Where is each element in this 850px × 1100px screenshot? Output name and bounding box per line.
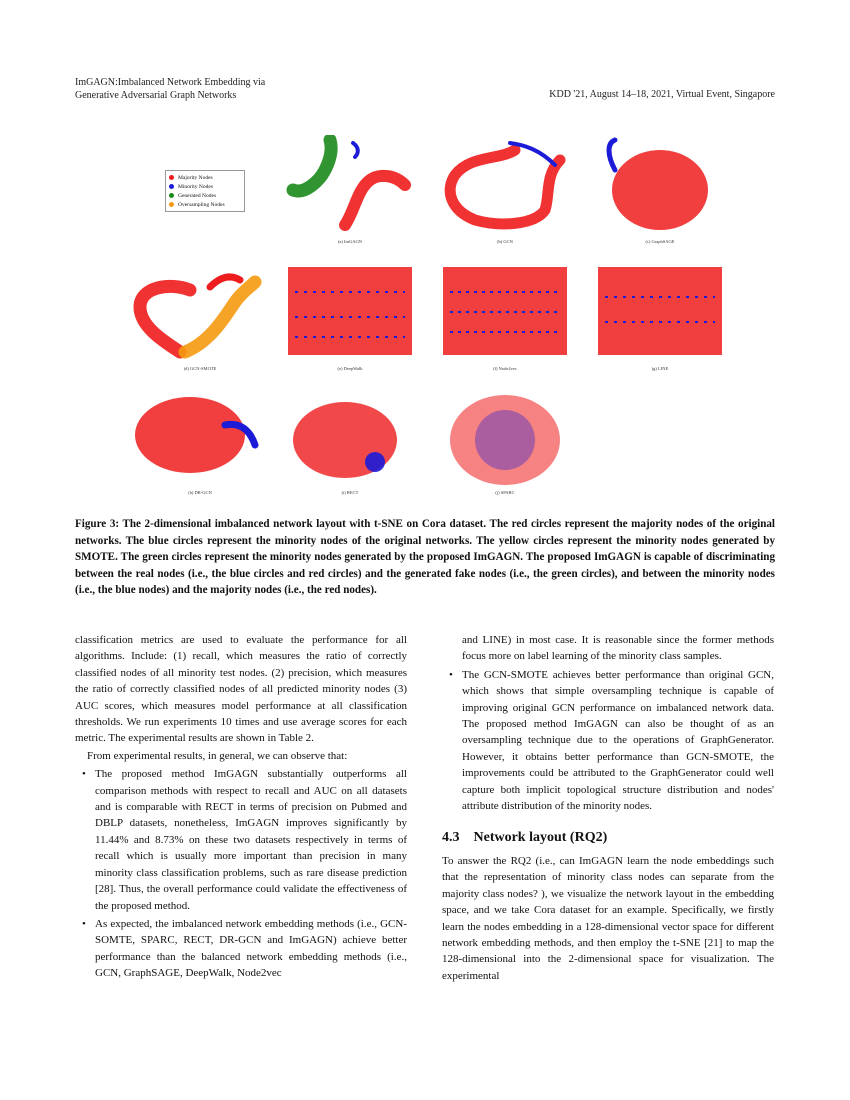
legend-item-generated: Generated Nodes <box>169 191 241 200</box>
list-item: • The proposed method ImGAGN substantially outperforms all comparison methods with respect to recall and AUC on all datasets and is comparable with RECT in terms of precision on Pubmed and DBLP datasets, nonetheless, ImGAGN improves significantly by 11.44% and 8.73% on these two datasets respectively in terms of recall which is usually more important than precision in many minority class classification problems, such as rare disease prediction [28]. Thus, the overall performance could validate the effectiveness of the proposed method. <box>75 766 407 914</box>
panel-line <box>595 262 725 362</box>
panel-graphsage <box>595 135 725 235</box>
scatter-node2vec <box>440 262 570 362</box>
header-title-line1: ImGAGN:Imbalanced Network Embedding via <box>75 77 266 88</box>
section-number: 4.3 <box>442 830 460 846</box>
scatter-graphsage <box>595 135 725 235</box>
subcaption-d: (d) GCN-SMOTE <box>183 366 217 371</box>
subcaption-a: (a) ImGAGN <box>337 239 363 244</box>
figure-legend <box>165 170 245 212</box>
scatter-sparc <box>440 385 570 490</box>
section-heading <box>442 830 774 846</box>
scatter-line <box>595 262 725 362</box>
scatter-gcn-smote <box>130 262 270 362</box>
scatter-dr-gcn <box>130 390 270 490</box>
section-title: Network layout (RQ2) <box>473 830 608 846</box>
subcaption-b: (b) GCN <box>497 239 513 244</box>
subcaption-i: (i) RECT <box>341 490 359 495</box>
observation-list-cont <box>442 667 774 815</box>
paragraph-metrics: classification metrics are used to evaluate the performance for all algorithms. Include: (1) recall, which measures the ratio of correctly classified nodes of all minority test nodes. (2) precision, which measures the ratio of correctly classified nodes of all predicted minority nodes (3) AUC scores, which measures model performance at all classification thresholds. We run experiments 10 times and use average scores for each metric. The experimental results are shown in Table 2. <box>75 634 407 745</box>
panel-rect <box>285 390 415 490</box>
subcaption-h: (h) DR-GCN <box>188 490 212 495</box>
figure-caption: Figure 3: The 2-dimensional imbalanced network layout with t-SNE on Cora dataset. The red circles represent the majority nodes of the original networks. The blue circles represent the minority nodes of the original networks. The yellow circles represent the minority nodes generated by SMOTE. The green circles represent the minority nodes generated by the proposed ImGAGN. The proposed ImGAGN is capable of discriminating between the real nodes (i.e., the blue circles and red circles) and the generated fake nodes (i.e., the green circles), and between the minority nodes (i.e., the blue nodes) and the majority nodes (i.e., the red nodes). <box>75 518 775 596</box>
scatter-rect <box>285 390 415 490</box>
panel-deepwalk <box>285 262 415 362</box>
header-title-line2: Generative Adversarial Graph Networks <box>75 89 237 101</box>
list-item: • As expected, the imbalanced network embedding methods (i.e., GCN-SOMTE, SPARC, RECT, DR-GCN and ImGAGN) achieve better performance than the balanced network embedding methods (i.e., GCN, GraphSAGE, DeepWalk, Node2vec <box>75 916 407 982</box>
scatter-imgagn <box>285 135 415 235</box>
legend-item-majority: Majority Nodes <box>169 173 241 182</box>
legend-item-oversampling: Oversampling Nodes <box>169 200 241 209</box>
subcaption-f: (f) Node2vec <box>493 366 517 371</box>
panel-imgagn <box>285 135 415 235</box>
legend-item-minority: Minority Nodes <box>169 182 241 191</box>
bullet-continuation: and LINE) in most case. It is reasonable since the former methods focus more on label learning of the minority class samples. <box>462 634 774 663</box>
panel-sparc <box>440 385 570 490</box>
paragraph-observe: From experimental results, in general, we can observe that: <box>87 749 348 762</box>
running-header-left <box>75 77 265 102</box>
left-column <box>75 632 407 982</box>
subcaption-e: (e) DeepWalk <box>337 366 363 371</box>
paragraph-network-layout: To answer the RQ2 (i.e., can ImGAGN learn the node embeddings such that the representation of minority class nodes can separate from the majority class nodes? ), we visualize the network layout in the embedding space, and we take Cora dataset for an example. Specifically, we firstly learn the nodes embedding in a 128-dimensional vector space for different network embedding methods, and then employ the t-SNE [21] to map the 128-dimensional into the 2-dimensional space for visualization. The experimental <box>442 854 774 982</box>
right-column <box>442 632 774 984</box>
scatter-gcn <box>440 135 570 235</box>
panel-node2vec <box>440 262 570 362</box>
panel-gcn-smote <box>130 262 270 362</box>
observation-list <box>75 766 407 981</box>
subcaption-c: (c) GraphSAGE <box>645 239 675 244</box>
running-header-right: KDD '21, August 14–18, 2021, Virtual Event, Singapore <box>549 89 775 100</box>
scatter-deepwalk <box>285 262 415 362</box>
list-item: • The GCN-SMOTE achieves better performance than original GCN, which shows that simple oversampling technique is capable of improving original GCN performance on imbalanced network data. The proposed method ImGAGN can also be thought of as an oversampling technique due to the operations of GraphGenerator. However, it obtains better performance than GCN-SMOTE, the improvements could be attributed to the GraphGenerator could well capture both implicit topological structure distribution and nodes' attribute distribution of the minority nodes. <box>442 667 774 815</box>
panel-gcn <box>440 135 570 235</box>
panel-dr-gcn <box>130 390 270 490</box>
subcaption-j: (j) SPARC <box>495 490 515 495</box>
subcaption-g: (g) LINE <box>651 366 669 371</box>
